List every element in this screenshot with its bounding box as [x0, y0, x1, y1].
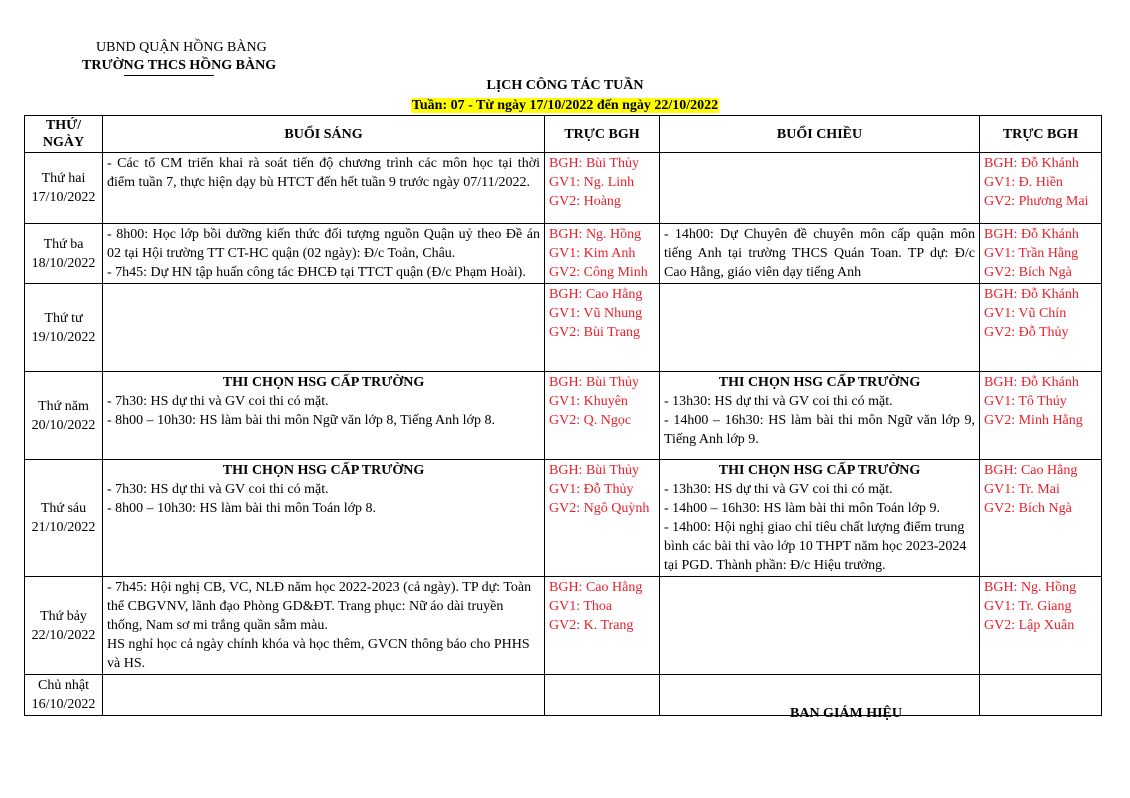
duty-pm-cell — [980, 577, 1102, 675]
afternoon-cell — [660, 372, 980, 460]
school-name — [82, 58, 276, 74]
day-cell — [25, 224, 103, 284]
day-date: 18/10/2022 — [31, 255, 96, 271]
week-subtitle-wrap — [0, 96, 1130, 114]
morning-cell — [103, 224, 545, 284]
duty-name: GV2: Ngô Quỳnh — [549, 501, 650, 516]
day-date: 20/10/2022 — [31, 417, 96, 433]
duty-name: GV1: Thoa — [549, 599, 613, 614]
morning-cell — [103, 577, 545, 675]
duty-am-cell — [545, 577, 660, 675]
duty-name: BGH: Bùi Thủy — [549, 375, 639, 390]
day-date: 22/10/2022 — [31, 627, 96, 643]
duty-name: GV1: Tr. Mai — [984, 482, 1060, 497]
afternoon-cell — [660, 460, 980, 577]
duty-name: BGH: Cao Hằng — [984, 463, 1078, 478]
afternoon-cell — [660, 577, 980, 675]
duty-name: GV1: Tô Thúy — [984, 394, 1067, 409]
morning-cell — [103, 460, 545, 577]
duty-name: BGH: Cao Hằng — [549, 580, 643, 595]
duty-name: BGH: Ng. Hồng — [549, 227, 642, 242]
duty-name: GV1: Khuyên — [549, 394, 628, 409]
duty-name: BGH: Ng. Hồng — [984, 580, 1077, 595]
duty-pm-cell — [980, 153, 1102, 224]
week-subtitle: Tuần: 07 - Từ ngày 17/10/2022 đến ngày 22/10/2022 — [411, 98, 719, 113]
exam-heading: THI CHỌN HSG CẤP TRƯỜNG — [718, 375, 921, 390]
duty-name: GV2: Đỗ Thủy — [984, 325, 1069, 340]
duty-pm-cell — [980, 460, 1102, 577]
duty-name: GV2: Công Minh — [549, 265, 648, 280]
duty-name: GV1: Tr. Giang — [984, 599, 1072, 614]
col-duty-am-header: TRỰC BGH — [545, 116, 660, 153]
school-name-text: TRƯỜNG THCS HỒNG BÀNG — [82, 58, 277, 73]
day-date: 16/10/2022 — [31, 697, 96, 712]
table-row — [25, 284, 1102, 372]
duty-name: GV2: Phương Mai — [984, 194, 1089, 209]
day-cell — [25, 284, 103, 372]
duty-name: BGH: Đỗ Khánh — [984, 287, 1079, 302]
duty-name: GV1: Vũ Nhung — [549, 306, 643, 321]
duty-pm-cell — [980, 224, 1102, 284]
day-name: Thứ bảy — [40, 608, 87, 624]
duty-name: GV2: Bích Ngà — [984, 265, 1072, 280]
document-title: LỊCH CÔNG TÁC TUẦN — [486, 78, 644, 93]
morning-cell — [103, 284, 545, 372]
duty-am-cell — [545, 153, 660, 224]
day-date: 17/10/2022 — [31, 190, 96, 205]
afternoon-cell — [660, 224, 980, 284]
exam-heading: THI CHỌN HSG CẤP TRƯỜNG — [718, 463, 921, 478]
afternoon-item: - 13h30: HS dự thi và GV coi thi có mặt. — [664, 482, 893, 497]
morning-item: - 7h30: HS dự thi và GV coi thi có mặt. — [107, 394, 329, 409]
duty-name: BGH: Đỗ Khánh — [984, 227, 1079, 242]
morning-cell — [103, 153, 545, 224]
school-underline — [124, 75, 214, 76]
afternoon-item: - 14h00: Hội nghị giao chỉ tiêu chất lượng điểm trung bình các bài thi vào lớp 10 THPT năm học 2023-2024 tại PGD. Thành phần: Đ/c Hiệu trưởng. — [664, 520, 967, 573]
duty-name: GV2: Bùi Trang — [549, 325, 641, 340]
duty-name: BGH: Đỗ Khánh — [984, 375, 1079, 390]
morning-item: - 8h00: Học lớp bồi dưỡng kiến thức đối tượng nguồn Quận uỷ theo Đề án 02 tại Hội trường TT CT-HC quận (02 ngày): Đ/c Toản, Châu. — [107, 227, 540, 261]
duty-name: GV1: Kim Anh — [549, 246, 636, 261]
col-afternoon-header: BUỔI CHIỀU — [660, 116, 980, 153]
duty-name: GV2: K. Trang — [549, 618, 634, 633]
duty-name: BGH: Cao Hằng — [549, 287, 643, 302]
afternoon-item: - 13h30: HS dự thi và GV coi thi có mặt. — [664, 394, 893, 409]
morning-cell — [103, 372, 545, 460]
schedule-table — [24, 115, 1102, 716]
table-row — [25, 153, 1102, 224]
duty-pm-cell — [980, 675, 1102, 716]
afternoon-item: - 14h00: Dự Chuyên đề chuyên môn cấp quận môn tiếng Anh tại trường THCS Quán Toan. TP dự: Đ/c Cao Hằng, giáo viên dạy tiếng Anh — [664, 227, 975, 280]
duty-name: GV1: Đ. Hiền — [984, 175, 1063, 190]
day-date: 19/10/2022 — [31, 329, 96, 345]
duty-name: GV2: Q. Ngọc — [549, 413, 632, 428]
duty-am-cell — [545, 284, 660, 372]
morning-item: - 8h00 – 10h30: HS làm bài thi môn Toán lớp 8. — [107, 501, 377, 516]
day-name: Thứ sáu — [40, 501, 87, 516]
col-day-header-line: THỨ/ — [45, 118, 82, 133]
table-row — [25, 460, 1102, 577]
duty-pm-cell — [980, 372, 1102, 460]
header-row — [25, 116, 1102, 153]
duty-name: GV1: Đỗ Thủy — [549, 482, 634, 497]
duty-name: GV2: Minh Hằng — [984, 413, 1083, 428]
afternoon-cell — [660, 284, 980, 372]
day-cell — [25, 460, 103, 577]
signature-label: BAN GIÁM HIỆU — [790, 706, 903, 721]
day-cell — [25, 675, 103, 716]
day-cell — [25, 153, 103, 224]
col-morning-header: BUỔI SÁNG — [103, 116, 545, 153]
duty-am-cell — [545, 372, 660, 460]
table-row — [25, 372, 1102, 460]
table-row — [25, 224, 1102, 284]
day-name: Thứ hai — [41, 171, 86, 186]
duty-name: GV2: Bích Ngà — [984, 501, 1072, 516]
table-row — [25, 577, 1102, 675]
duty-name: BGH: Đỗ Khánh — [984, 156, 1079, 171]
col-day-header — [25, 116, 103, 153]
day-date: 21/10/2022 — [31, 520, 96, 535]
morning-item: - 7h30: HS dự thi và GV coi thi có mặt. — [107, 482, 329, 497]
morning-item: HS nghỉ học cả ngày chính khóa và học thêm, GVCN thông báo cho PHHS và HS. — [107, 637, 530, 671]
day-name: Thứ ba — [43, 236, 84, 252]
morning-item: - Các tổ CM triển khai rà soát tiến độ chương trình các môn học tại thời điểm tuần 7, thực hiện dạy bù HTCT đến hết tuần 9 trước ngày 07/11/2022. — [107, 156, 540, 190]
exam-heading: THI CHỌN HSG CẤP TRƯỜNG — [222, 463, 425, 478]
district-name: UBND QUẬN HỒNG BÀNG — [96, 40, 267, 55]
duty-name: GV1: Ng. Linh — [549, 175, 635, 190]
morning-item: - 8h00 – 10h30: HS làm bài thi môn Ngữ văn lớp 8, Tiếng Anh lớp 8. — [107, 413, 495, 428]
col-duty-pm-header: TRỰC BGH — [980, 116, 1102, 153]
duty-am-cell — [545, 675, 660, 716]
morning-item: - 7h45: Hội nghị CB, VC, NLĐ năm học 2022-2023 (cả ngày). TP dự: Toàn thể CBGVNV, lãnh đạo Phòng GD&ĐT. Trang phục: Nữ áo dài truyền thống, Nam sơ mi trắng quần sẫm màu. — [107, 580, 532, 633]
duty-am-cell — [545, 460, 660, 577]
duty-pm-cell — [980, 284, 1102, 372]
duty-name: GV2: Hoàng — [549, 194, 621, 209]
day-name: Chủ nhật — [38, 678, 89, 693]
day-name: Thứ tư — [44, 310, 83, 326]
duty-name: GV2: Lập Xuân — [984, 618, 1075, 633]
duty-name: GV1: Vũ Chín — [984, 306, 1067, 321]
afternoon-item: - 14h00 – 16h30: HS làm bài thi môn Toán lớp 9. — [664, 501, 941, 516]
exam-heading: THI CHỌN HSG CẤP TRƯỜNG — [222, 375, 425, 390]
duty-name: BGH: Bùi Thủy — [549, 463, 639, 478]
table-row — [25, 675, 1102, 716]
col-day-header-line: NGÀY — [42, 135, 85, 150]
duty-name: GV1: Trần Hằng — [984, 246, 1079, 261]
day-cell — [25, 577, 103, 675]
duty-name: BGH: Bùi Thủy — [549, 156, 639, 171]
morning-cell — [103, 675, 545, 716]
duty-am-cell — [545, 224, 660, 284]
day-name: Thứ năm — [38, 398, 89, 414]
afternoon-cell — [660, 153, 980, 224]
morning-item: - 7h45: Dự HN tập huấn công tác ĐHCĐ tại TTCT quận (Đ/c Phạm Hoài). — [107, 265, 526, 280]
day-cell — [25, 372, 103, 460]
afternoon-item: - 14h00 – 16h30: HS làm bài thi môn Ngữ văn lớp 9, Tiếng Anh lớp 9. — [664, 413, 975, 447]
